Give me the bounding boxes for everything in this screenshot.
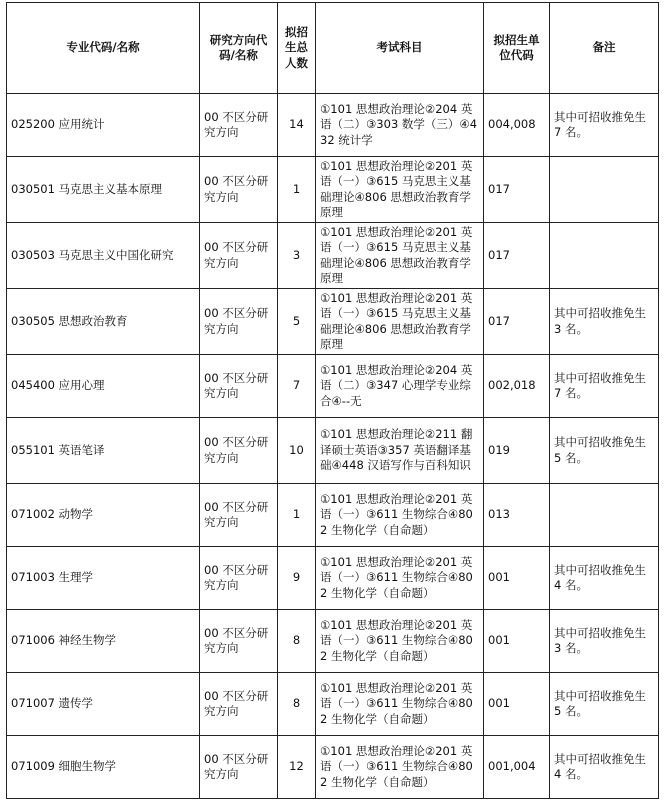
table-row (7, 484, 659, 547)
note-cell: 其中可招收推免生 7 名。 (550, 355, 659, 418)
direction-cell: 00 不区分研究方向 (200, 736, 278, 799)
major-cell: 071006 神经生物学 (7, 610, 200, 673)
note-cell: 其中可招收推免生 5 名。 (550, 673, 659, 736)
note-cell (550, 223, 659, 289)
count-cell: 14 (278, 94, 316, 157)
table-row (7, 547, 659, 610)
unit-code-cell: 017 (484, 157, 550, 223)
unit-code-cell: 017 (484, 289, 550, 355)
direction-cell: 00 不区分研究方向 (200, 223, 278, 289)
major-cell: 055101 英语笔译 (7, 418, 200, 484)
note-cell: 其中可招收推免生 4 名。 (550, 736, 659, 799)
exam-cell: ①101 思想政治理论②201 英语（一）③611 生物综合④802 生物化学（自命题） (316, 736, 484, 799)
direction-cell: 00 不区分研究方向 (200, 418, 278, 484)
exam-cell: ①101 思想政治理论②204 英语（二）③303 数学（三）④432 统计学 (316, 94, 484, 157)
major-cell: 045400 应用心理 (7, 355, 200, 418)
direction-cell: 00 不区分研究方向 (200, 289, 278, 355)
count-cell: 5 (278, 289, 316, 355)
admissions-table (6, 2, 659, 799)
header-major: 专业代码/名称 (7, 3, 200, 94)
count-cell: 12 (278, 736, 316, 799)
table-row (7, 355, 659, 418)
direction-cell: 00 不区分研究方向 (200, 547, 278, 610)
count-cell: 1 (278, 157, 316, 223)
major-cell: 071002 动物学 (7, 484, 200, 547)
direction-cell: 00 不区分研究方向 (200, 157, 278, 223)
unit-code-cell: 001,004 (484, 736, 550, 799)
unit-code-cell: 004,008 (484, 94, 550, 157)
exam-cell: ①101 思想政治理论②211 翻译硕士英语③357 英语翻译基础④448 汉语写作与百科知识 (316, 418, 484, 484)
table-row (7, 157, 659, 223)
table-row (7, 610, 659, 673)
note-cell: 其中可招收推免生 4 名。 (550, 547, 659, 610)
header-row (7, 3, 659, 94)
major-cell: 030505 思想政治教育 (7, 289, 200, 355)
count-cell: 3 (278, 223, 316, 289)
unit-code-cell: 001 (484, 610, 550, 673)
note-cell: 其中可招收推免生 3 名。 (550, 610, 659, 673)
table-body (7, 94, 659, 799)
header-direction: 研究方向代码/名称 (200, 3, 278, 94)
header-count: 拟招生总人数 (278, 3, 316, 94)
exam-cell: ①101 思想政治理论②201 英语（一）③615 马克思主义基础理论④806 思想政治教育学原理 (316, 157, 484, 223)
exam-cell: ①101 思想政治理论②201 英语（一）③611 生物综合④802 生物化学（自命题） (316, 673, 484, 736)
count-cell: 1 (278, 484, 316, 547)
exam-cell: ①101 思想政治理论②201 英语（一）③615 马克思主义基础理论④806 思想政治教育学原理 (316, 223, 484, 289)
count-cell: 8 (278, 610, 316, 673)
exam-cell: ①101 思想政治理论②201 英语（一）③611 生物综合④802 生物化学（自命题） (316, 484, 484, 547)
direction-cell: 00 不区分研究方向 (200, 610, 278, 673)
major-cell: 071007 遗传学 (7, 673, 200, 736)
note-cell: 其中可招收推免生 5 名。 (550, 418, 659, 484)
major-cell: 030503 马克思主义中国化研究 (7, 223, 200, 289)
unit-code-cell: 002,018 (484, 355, 550, 418)
table-row (7, 223, 659, 289)
exam-cell: ①101 思想政治理论②201 英语（一）③611 生物综合④802 生物化学（自命题） (316, 547, 484, 610)
table-row (7, 94, 659, 157)
header-unit: 拟招生单位代码 (484, 3, 550, 94)
header-note: 备注 (550, 3, 659, 94)
major-cell: 071009 细胞生物学 (7, 736, 200, 799)
unit-code-cell: 017 (484, 223, 550, 289)
major-cell: 025200 应用统计 (7, 94, 200, 157)
exam-cell: ①101 思想政治理论②204 英语（二）③347 心理学专业综合④--无 (316, 355, 484, 418)
direction-cell: 00 不区分研究方向 (200, 355, 278, 418)
major-cell: 030501 马克思主义基本原理 (7, 157, 200, 223)
note-cell: 其中可招收推免生 7 名。 (550, 94, 659, 157)
count-cell: 10 (278, 418, 316, 484)
unit-code-cell: 019 (484, 418, 550, 484)
table-row (7, 736, 659, 799)
direction-cell: 00 不区分研究方向 (200, 673, 278, 736)
exam-cell: ①101 思想政治理论②201 英语（一）③611 生物综合④802 生物化学（自命题） (316, 610, 484, 673)
exam-cell: ①101 思想政治理论②201 英语（一）③615 马克思主义基础理论④806 思想政治教育学原理 (316, 289, 484, 355)
unit-code-cell: 001 (484, 547, 550, 610)
unit-code-cell: 013 (484, 484, 550, 547)
direction-cell: 00 不区分研究方向 (200, 94, 278, 157)
table-row (7, 673, 659, 736)
direction-cell: 00 不区分研究方向 (200, 484, 278, 547)
count-cell: 8 (278, 673, 316, 736)
unit-code-cell: 001 (484, 673, 550, 736)
major-cell: 071003 生理学 (7, 547, 200, 610)
note-cell (550, 157, 659, 223)
table-row (7, 418, 659, 484)
header-exam: 考试科目 (316, 3, 484, 94)
count-cell: 9 (278, 547, 316, 610)
count-cell: 7 (278, 355, 316, 418)
table-row (7, 289, 659, 355)
note-cell (550, 484, 659, 547)
note-cell: 其中可招收推免生 3 名。 (550, 289, 659, 355)
